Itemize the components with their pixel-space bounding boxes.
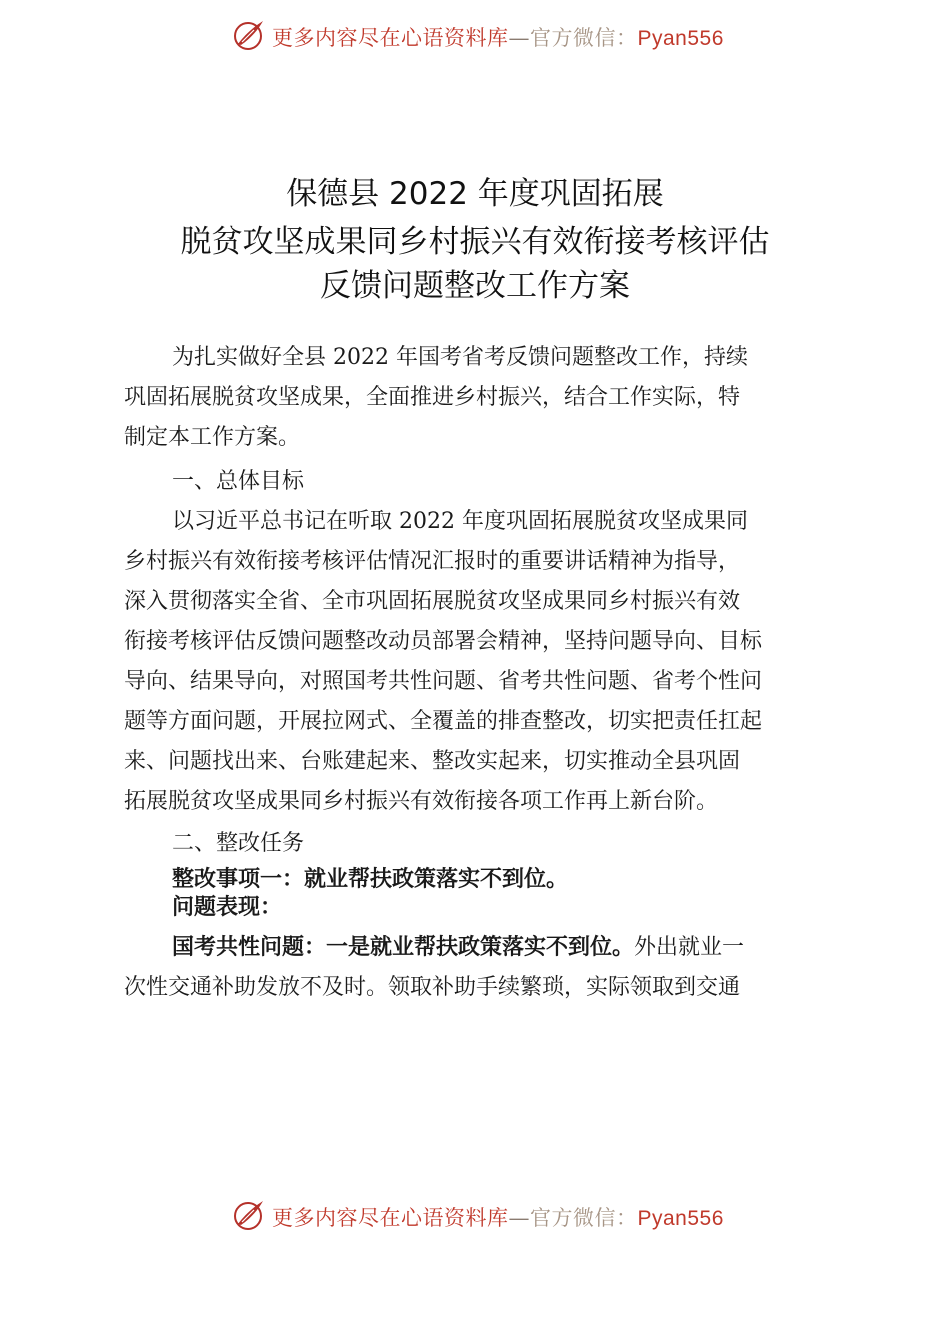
banner-wechat-id: Pyan556 <box>637 1207 724 1230</box>
rectification-item-heading: 整改事项一：就业帮扶政策落实不到位。 <box>172 867 569 892</box>
goal-line: 导向、结果导向，对照国考共性问题、省考共性问题、省考个性问 <box>124 669 763 694</box>
section-heading-1: 一、总体目标 <box>172 469 305 494</box>
issue-line: 次性交通补助发放不及时。领取补助手续繁琐，实际领取到交通 <box>124 975 741 1000</box>
issue-bold-text: 国考共性问题：一是就业帮扶政策落实不到位。 <box>172 935 635 960</box>
banner-wechat-label: 官方微信： <box>530 26 638 50</box>
header-banner <box>0 16 950 56</box>
goal-line: 来、问题找出来、台账建起来、整改实起来，切实推动全县巩固 <box>124 749 741 774</box>
banner-text <box>272 1202 724 1232</box>
issue-text: 外出就业一 <box>634 935 745 960</box>
title-line-2: 脱贫攻坚成果同乡村振兴有效衔接考核评估 <box>180 224 770 260</box>
banner-wechat-label: 官方微信： <box>530 1206 638 1230</box>
quill-logo-icon <box>232 1198 266 1232</box>
quill-logo-icon <box>232 18 266 52</box>
banner-text <box>272 22 724 52</box>
intro-line: 制定本工作方案。 <box>124 425 301 450</box>
banner-main-text: 更多内容尽在心语资料库 <box>272 1206 509 1230</box>
title-line-1: 保德县 2022 年度巩固拓展 <box>286 176 664 212</box>
title-line-3: 反馈问题整改工作方案 <box>320 268 630 304</box>
problem-label: 问题表现： <box>172 895 283 920</box>
goal-line: 以习近平总书记在听取 2022 年度巩固拓展脱贫攻坚成果同 <box>172 509 748 534</box>
goal-line: 衔接考核评估反馈问题整改动员部署会精神，坚持问题导向、目标 <box>124 629 763 654</box>
intro-line: 为扎实做好全县 2022 年国考省考反馈问题整改工作，持续 <box>172 345 748 370</box>
goal-line: 乡村振兴有效衔接考核评估情况汇报时的重要讲话精神为指导， <box>124 549 741 574</box>
banner-dash: — <box>508 26 530 50</box>
footer-banner <box>0 1196 950 1236</box>
intro-paragraph <box>124 338 844 458</box>
goal-paragraph <box>124 502 844 822</box>
goal-line: 深入贯彻落实全省、全市巩固拓展脱贫攻坚成果同乡村振兴有效 <box>124 589 741 614</box>
intro-line: 巩固拓展脱贫攻坚成果，全面推进乡村振兴，结合工作实际，特 <box>124 385 741 410</box>
section-heading-2: 二、整改任务 <box>172 831 305 856</box>
goal-line: 拓展脱贫攻坚成果同乡村振兴有效衔接各项工作再上新台阶。 <box>124 789 719 814</box>
issue-paragraph <box>124 928 844 1008</box>
banner-wechat-id: Pyan556 <box>637 27 724 50</box>
banner-dash: — <box>508 1206 530 1230</box>
goal-line: 题等方面问题，开展拉网式、全覆盖的排查整改，切实把责任扛起 <box>124 709 763 734</box>
banner-main-text: 更多内容尽在心语资料库 <box>272 26 509 50</box>
issue-line <box>124 928 844 968</box>
